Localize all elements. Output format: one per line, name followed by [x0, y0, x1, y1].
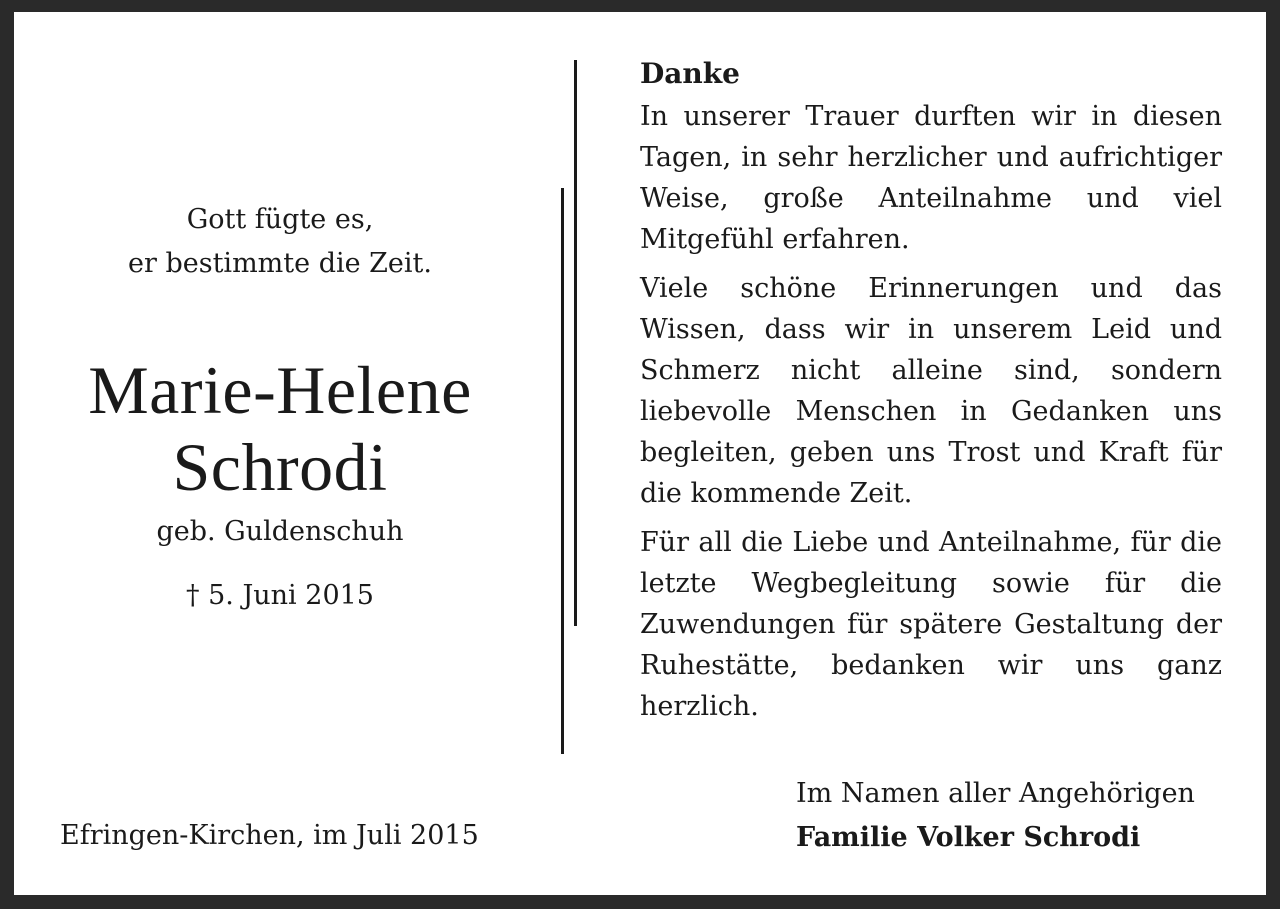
divider-line [574, 60, 577, 626]
family-name: Familie Volker Schrodi [796, 822, 1141, 853]
last-name: Schrodi [172, 429, 388, 505]
thanks-paragraph: Für all die Liebe und Anteilnahme, für die letzte Wegbegleitung sowie für die Zuwendungen für spätere Gestaltung der Ruhestätte, bedanken wir uns ganz herzlich. [640, 527, 1222, 722]
signature-line: Im Namen aller Angehörigen [796, 778, 1195, 809]
motto [14, 198, 546, 286]
maiden-name: geb. Guldenschuh [156, 516, 404, 547]
obituary-notice [14, 12, 1266, 895]
death-date: † 5. Juni 2015 [186, 580, 374, 611]
left-column [14, 12, 546, 895]
divider-line [561, 188, 564, 754]
motto-line: Gott fügte es, [186, 204, 374, 235]
deceased-name [14, 352, 546, 506]
thanks-heading: Danke [640, 57, 740, 90]
motto-line: er bestimmte die Zeit. [128, 248, 432, 279]
signature [796, 772, 1195, 860]
place-and-date: Efringen-Kirchen, im Juli 2015 [60, 820, 479, 851]
thanks-paragraph: Viele schöne Erinnerungen und das Wissen, dass wir in unserem Leid und Schmerz nicht alleine sind, sondern liebevolle Menschen in Gedanken uns begleiten, geben uns Trost und Kraft für die kommende Zeit. [640, 273, 1222, 509]
first-name: Marie-Helene [88, 352, 472, 428]
thanks-paragraph: In unserer Trauer durften wir in diesen Tagen, in sehr herzlicher und aufrichtiger Weise, große Anteilnahme und viel Mitgefühl erfahren. [640, 101, 1222, 255]
thanks-column [640, 54, 1222, 735]
